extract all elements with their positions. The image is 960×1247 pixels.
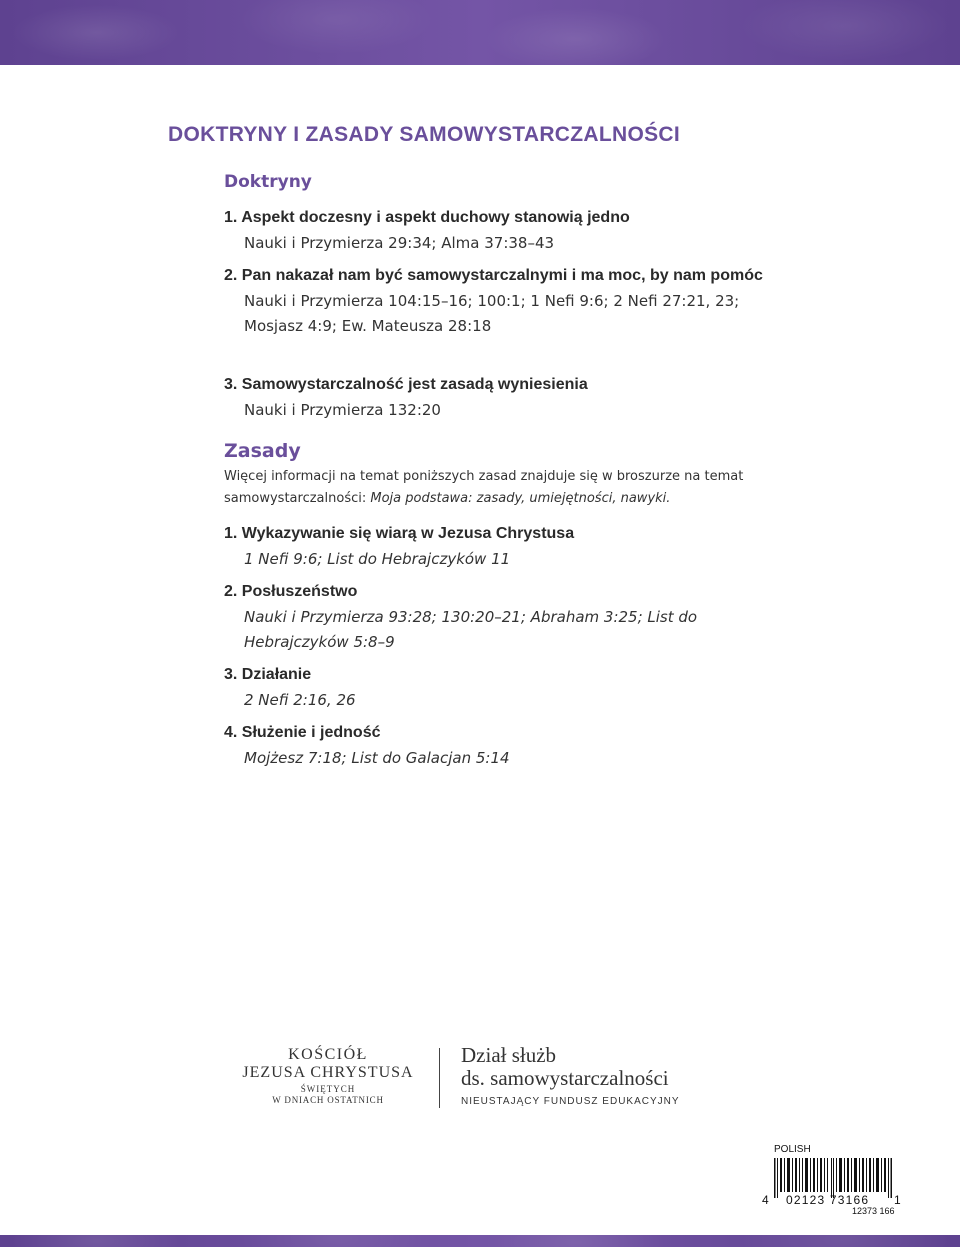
- church-logo-line: W DNIACH OSTATNICH: [272, 1095, 384, 1105]
- doctrine-item-1: [224, 205, 784, 256]
- principle-item-4: [224, 720, 784, 771]
- principle-reference: 1 Nefi 9:6; List do Hebrajczyków 11: [244, 550, 511, 568]
- barcode-digits: 02123 73166: [786, 1193, 870, 1207]
- church-logo-line: KOŚCIÓŁ: [288, 1046, 368, 1063]
- doctrines-heading: Doktryny: [224, 172, 312, 192]
- intro-booklet-title: Moja podstawa: zasady, umiejętności, nawyki.: [370, 491, 671, 506]
- principle-item-3: [224, 662, 784, 713]
- church-logo-line: JEZUSA CHRYSTUSA: [242, 1064, 414, 1081]
- barcode-language-label: POLISH: [774, 1144, 811, 1155]
- doctrine-title: 1. Aspekt doczesny i aspekt duchowy stanowią jedno: [224, 209, 630, 226]
- principle-item-1: [224, 521, 784, 572]
- barcode-lead-digit: 4: [762, 1193, 769, 1207]
- department-logo-tagline: NIEUSTAJĄCY FUNDUSZ EDUKACYJNY: [461, 1096, 680, 1107]
- intro-text: Więcej informacji na temat poniższych zasad znajduje się w broszurze na temat samowystarczalności:: [224, 469, 744, 506]
- principle-reference: Mojżesz 7:18; List do Galacjan 5:14: [244, 749, 510, 767]
- church-logo-line: ŚWIĘTYCH: [300, 1084, 356, 1094]
- church-logo: [232, 1046, 424, 1106]
- page-title: DOKTRYNY I ZASADY SAMOWYSTARCZALNOŚCI: [168, 123, 681, 146]
- barcode-icon: [774, 1158, 892, 1198]
- doctrine-reference: Nauki i Przymierza 29:34; Alma 37:38–43: [244, 234, 555, 252]
- department-logo: [461, 1044, 680, 1108]
- principle-title: 1. Wykazywanie się wiarą w Jezusa Chrystusa: [224, 525, 575, 542]
- department-logo-line: ds. samowystarczalności: [461, 1066, 669, 1090]
- doctrine-title: 3. Samowystarczalność jest zasadą wyniesienia: [224, 376, 588, 393]
- principles-heading: Zasady: [224, 440, 301, 462]
- barcode-trail-digit: 1: [894, 1193, 901, 1207]
- logo-divider: [439, 1048, 440, 1108]
- bottom-decorative-band: [0, 1235, 960, 1247]
- principle-title: 4. Służenie i jedność: [224, 724, 381, 741]
- doctrine-reference: Nauki i Przymierza 132:20: [244, 401, 441, 419]
- principle-title: 2. Posłuszeństwo: [224, 583, 358, 600]
- principle-reference: Nauki i Przymierza 93:28; 130:20–21; Abraham 3:25; List do Hebrajczyków 5:8–9: [244, 608, 698, 651]
- top-decorative-band: [0, 0, 960, 65]
- doctrine-title: 2. Pan nakazał nam być samowystarczalnymi i ma moc, by nam pomóc: [224, 267, 763, 284]
- principle-item-2: [224, 579, 784, 655]
- doctrine-reference: Nauki i Przymierza 104:15–16; 100:1; 1 Nefi 9:6; 2 Nefi 27:21, 23; Mosjasz 4:9; Ew. Mateusza 28:18: [244, 292, 740, 335]
- item-number: 12373 166: [852, 1206, 895, 1216]
- department-logo-line: Dział służb: [461, 1043, 557, 1067]
- principle-reference: 2 Nefi 2:16, 26: [244, 691, 356, 709]
- doctrine-item-3: [224, 372, 784, 423]
- doctrine-item-2: [224, 263, 784, 339]
- principles-intro: [224, 466, 784, 510]
- principle-title: 3. Działanie: [224, 666, 312, 683]
